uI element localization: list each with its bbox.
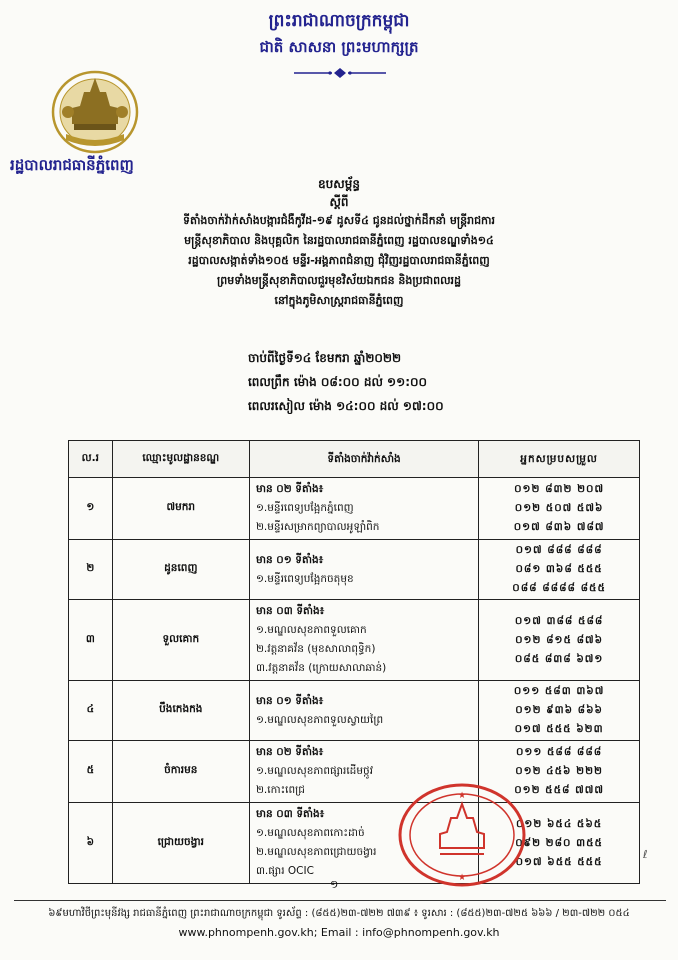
- title-line: ព្រមទាំងមន្ត្រីសុខាភិបាលជួរមុខវិស័យឯកជន និងប្រជាពលរដ្ឋ: [216, 274, 462, 287]
- sites-cell: [249, 600, 478, 681]
- table-header-row: [69, 441, 640, 478]
- site-entry: ១.មណ្ឌលសុខភាពទួលគោក: [255, 624, 367, 636]
- sites-cell: [249, 478, 478, 540]
- row-number: ៦: [69, 803, 113, 884]
- header-coordinators: អ្នកសម្របសម្រួល: [479, 441, 640, 478]
- phone-number: ០១១ ៥៨៨ ៨៨៨: [515, 746, 603, 758]
- table-row: [69, 681, 640, 741]
- svg-text:★: ★: [457, 791, 467, 801]
- schedule-morning: ពេលព្រឹក ម៉ោង ០៨:០០ ដល់ ១១:០០: [248, 375, 428, 389]
- row-number: ៣: [69, 600, 113, 681]
- phone-number: ០១២ ៨១៥ ៨៧៦: [515, 633, 604, 646]
- footer-divider: [14, 900, 666, 901]
- phone-number: ០១២ ៥០៧ ៥៧៦: [514, 502, 604, 514]
- coordinator-phones-cell: [479, 681, 640, 741]
- title-line: រដ្ឋបាលសង្កាត់ទាំង១០៥ មន្ទីរ-អង្គភាពជំនាញ ជុំវិញរដ្ឋបាលរាជធានីភ្នំពេញ: [188, 254, 490, 267]
- official-seal-icon: [396, 782, 528, 888]
- row-number: ២: [69, 540, 113, 600]
- vaccination-sites-table: [68, 440, 640, 884]
- phone-number: ០១២ ៤៥៦ ២២២: [515, 765, 603, 777]
- site-entry: ៣.វត្តនាគវ័ន (ក្រោយសាលាឆាន់): [255, 662, 387, 674]
- sites-cell: [249, 540, 478, 600]
- district-name: ចំការមន: [112, 741, 249, 803]
- svg-text:★: ★: [457, 873, 467, 883]
- phone-number: ០១៧ ៨៨៨ ៨៨៨: [515, 544, 603, 556]
- district-name: ទួលគោក: [112, 600, 249, 681]
- table-row: [69, 803, 640, 884]
- appendix-title: ឧបសម្ព័ន្ធ: [318, 177, 360, 191]
- table-row: [69, 540, 640, 600]
- site-entry: ១.មណ្ឌលសុខភាពទួលស្វាយព្រៃ: [255, 713, 384, 726]
- phone-number: ០១៧ ៥៥៥ ៦២៣: [514, 723, 604, 735]
- about-label: ស្តីពី: [329, 195, 349, 209]
- city-admin-label: រដ្ឋបាលរាជធានីភ្នំពេញ: [10, 156, 134, 174]
- phone-number: ០៩២ ២៨០ ៣៥៥: [515, 836, 603, 849]
- site-entry: ១.មន្ទីរពេទ្យបង្អែកចតុមុខ: [255, 572, 354, 585]
- header-district: ឈ្មោះមូលដ្ឋានខណ្ឌ: [112, 441, 249, 478]
- site-count: មាន ០៣ ទីតាំង៖: [255, 808, 325, 820]
- phone-number: ០១២ ៨៣២ ២០៧: [514, 483, 605, 495]
- schedule-start: ចាប់ពីថ្ងៃទី១៤ ខែមករា ឆ្នាំ២០២២: [248, 351, 402, 365]
- phone-number: ០១៧ ៦៥៥ ៥៥៥: [515, 855, 603, 868]
- kingdom-heading: ព្រះរាជាណាចក្រកម្ពុជា: [268, 11, 410, 31]
- title-line: នៅក្នុងភូមិសាស្ត្ររាជធានីភ្នំពេញ: [274, 294, 404, 307]
- phone-number: ០១៧ ៨៣៦ ៧៨៧: [513, 521, 605, 533]
- title-line: ទីតាំងចាក់វ៉ាក់សាំងបង្ការជំងឺកូវីដ-១៩ ដូសទី៤ ជូនដល់ថ្នាក់ដឹកនាំ មន្ត្រីរាជការ: [182, 214, 496, 227]
- phone-number: ០៨១ ៣៦៨ ៥៥៥: [515, 563, 603, 575]
- site-count: មាន ០២ ទីតាំង៖: [255, 746, 324, 758]
- table-row: [69, 741, 640, 803]
- site-entry: ១.មណ្ឌលសុខភាពកោះដាច់: [255, 827, 365, 839]
- site-entry: ៣.ផ្សារ OCIC: [255, 865, 314, 877]
- footer-web-email: www.phnompenh.gov.kh; Email : info@phnompenh.gov.kh: [178, 926, 500, 939]
- table-row: [69, 478, 640, 540]
- site-entry: ២.មណ្ឌលសុខភាពជ្រោយចង្វារ: [255, 846, 377, 858]
- phone-number: ០១៧ ៣៨៨ ៥៨៨: [514, 614, 604, 627]
- footer-address: ៦៩មហាវិថីព្រះមុនីវង្ស រាជធានីភ្នំពេញ ព្រះរាជាណាចក្រកម្ពុជា ទូរស័ព្ទ : (៨៥៥)២៣-៧២២ ៧៣៩ ៖ ទូរសារ : (៨៥៥)២៣-៧២៥ ៦៦៦ / ២៣-៧២២ ០៥៤: [48, 908, 630, 919]
- site-entry: ២.មន្ទីរសម្រាកព្យាបាលអូឡាំពិក: [255, 521, 380, 533]
- site-entry: ២.វត្តនាគវ័ន (មុខសាលាពុទ្ធិក): [255, 643, 376, 655]
- row-number: ៤: [69, 681, 113, 741]
- site-count: មាន ០១ ទីតាំង៖: [255, 553, 324, 566]
- page-number: ១: [330, 878, 339, 891]
- district-name: ដូនពេញ: [112, 540, 249, 600]
- coordinator-phones-cell: [479, 478, 640, 540]
- phone-number: ០១២ ៦៥៤ ៥៦៥: [515, 817, 603, 830]
- phone-number: ០១២ ៩៣៦ ៨៦៦: [515, 704, 603, 716]
- site-entry: ២.កោះពេជ្រ: [255, 784, 305, 796]
- header-sites: ទីតាំងចាក់វ៉ាក់សាំង: [249, 441, 478, 478]
- phone-number: ០១១ ៥៨៣ ៣៦៧: [513, 685, 605, 697]
- district-name: ៧មករា: [112, 478, 249, 540]
- site-count: មាន ០៣ ទីតាំង៖: [255, 605, 325, 617]
- sites-cell: [249, 681, 478, 741]
- district-name: ជ្រោយចង្វារ: [112, 803, 249, 884]
- site-count: មាន ០២ ទីតាំង៖: [255, 483, 324, 495]
- district-name: បឹងកេងកង: [112, 681, 249, 741]
- header-no: ល.រ: [69, 441, 113, 478]
- handwritten-mark: ℓ: [643, 848, 648, 861]
- site-count: មាន ០១ ទីតាំង៖: [255, 694, 324, 707]
- schedule-afternoon: ពេលរសៀល ម៉ោង ១៤:០០ ដល់ ១៧:០០: [248, 399, 444, 413]
- coordinator-phones-cell: [479, 540, 640, 600]
- row-number: ១: [69, 478, 113, 540]
- site-entry: ១.មន្ទីរពេទ្យបង្អែកភ្នំពេញ: [255, 502, 354, 514]
- row-number: ៥: [69, 741, 113, 803]
- phone-number: ០៨៥ ៨៣៨ ៦៧១: [514, 652, 604, 665]
- site-entry: ១.មណ្ឌលសុខភាពផ្សារដើមថ្កូវ: [255, 765, 374, 777]
- title-line: មន្ត្រីសុខាភិបាល និងបុគ្គលិក នៃរដ្ឋបាលរាជធានីភ្នំពេញ រដ្ឋបាលខណ្ឌទាំង១៤: [184, 234, 494, 247]
- phone-number: ០១២ ៥៥៨ ៧៧៧: [514, 784, 604, 796]
- ornament-divider-icon: [290, 66, 390, 80]
- phone-number: ០៨៨ ៨៨៨៨ ៨៥៥: [512, 582, 606, 594]
- table-row: [69, 600, 640, 681]
- coordinator-phones-cell: [479, 600, 640, 681]
- phnom-penh-emblem-icon: [40, 62, 150, 160]
- motto-heading: ជាតិ សាសនា ព្រះមហាក្សត្រ: [259, 38, 419, 56]
